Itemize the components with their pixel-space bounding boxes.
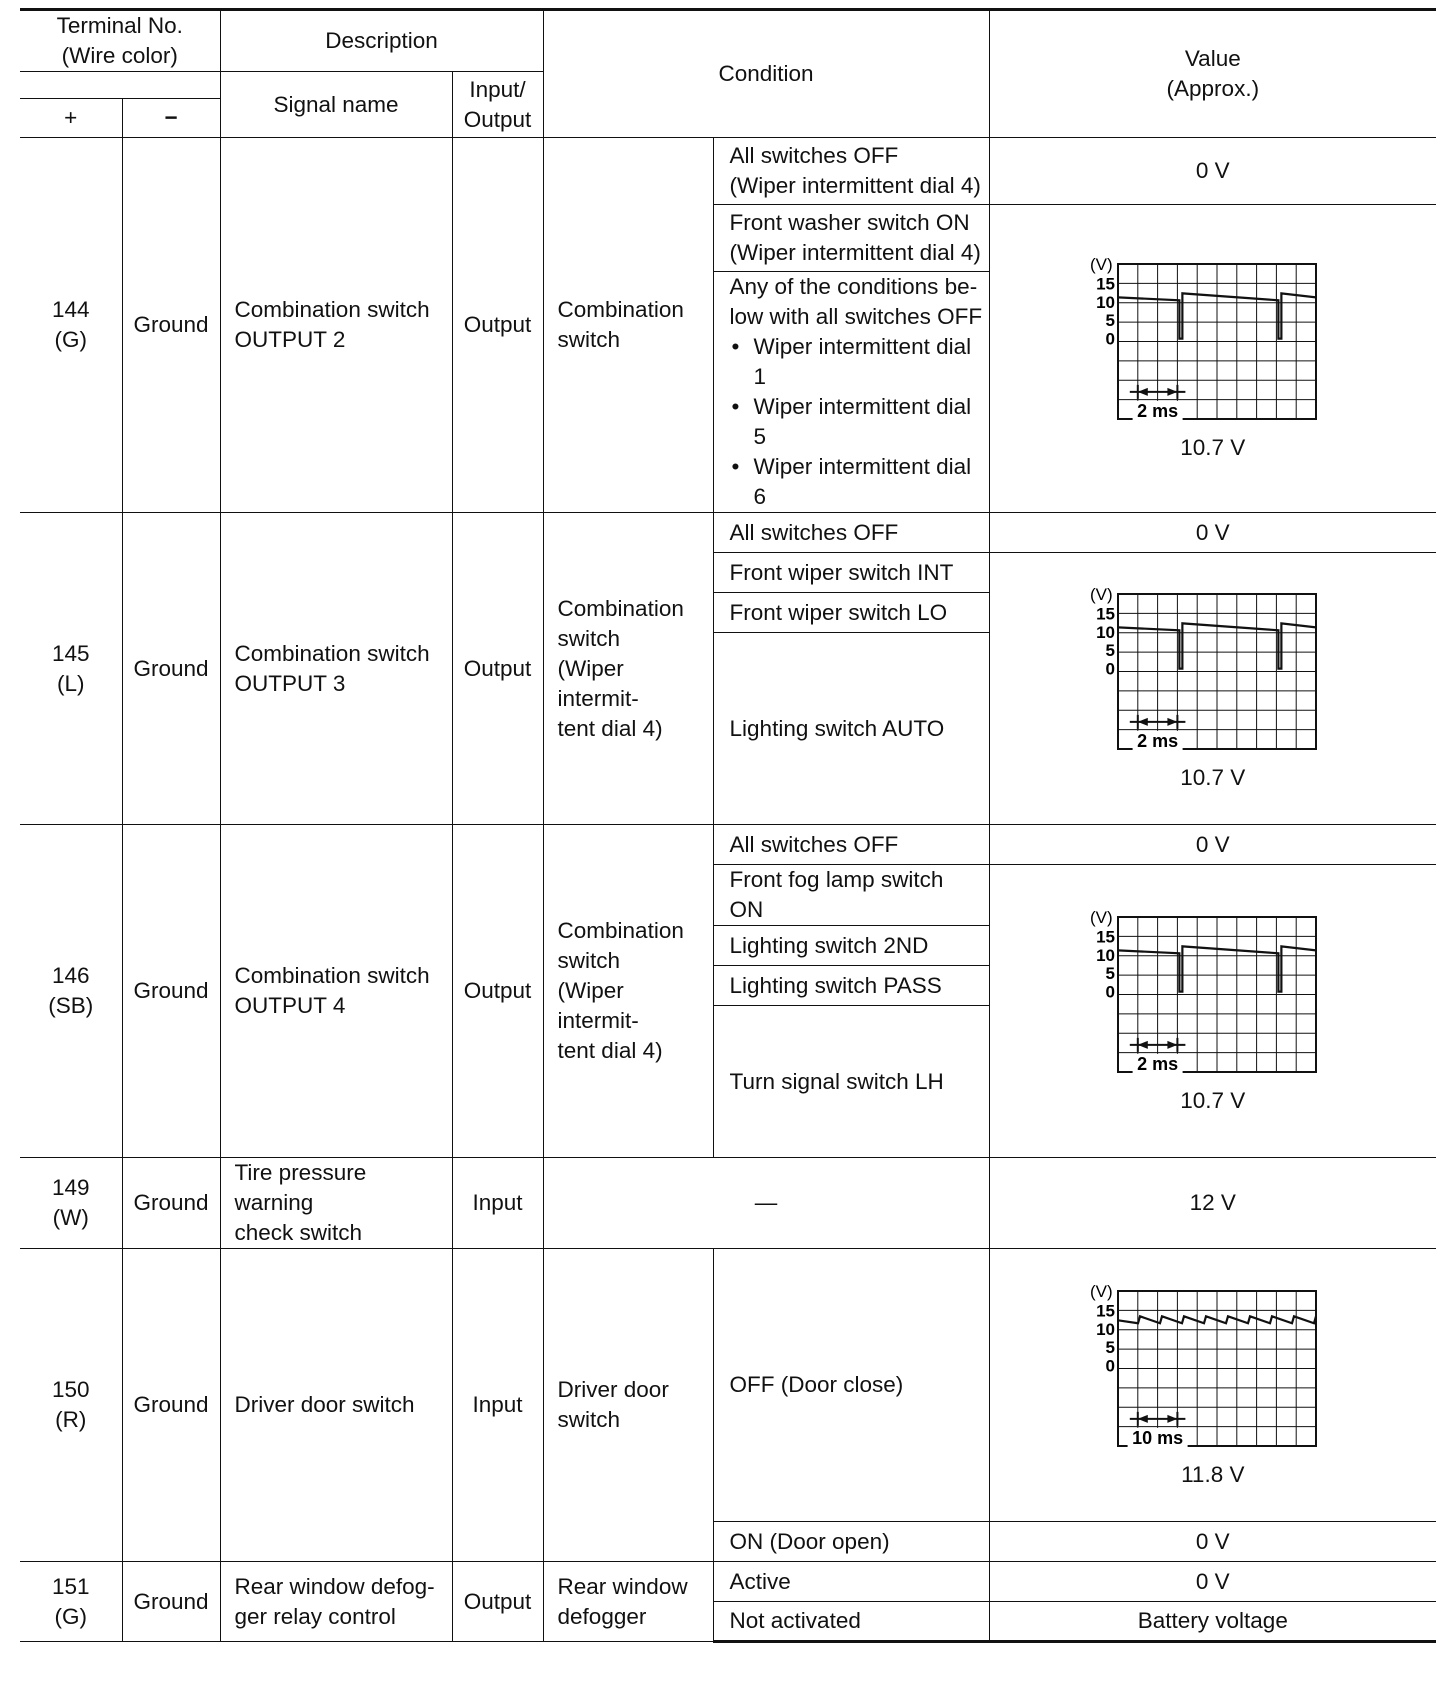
subcondition-145-4: Lighting switch AUTO (713, 633, 989, 825)
value-149: 12 V (989, 1158, 1436, 1249)
scope-unit-label: (V) (1089, 255, 1113, 274)
terminal-146: 146 (SB) (20, 825, 122, 1158)
subcondition-145-3: Front wiper switch LO (713, 593, 989, 633)
signal-149: Tire pressure warning check switch (220, 1158, 452, 1249)
scope-tick-label: 0 (1105, 982, 1115, 1002)
io-150: Input (452, 1249, 543, 1562)
scope-tick-label: 15 (1095, 926, 1115, 946)
scope-unit-label: (V) (1089, 907, 1113, 927)
waveform-graph-150 (1088, 1281, 1338, 1456)
waveform-graph-145 (1088, 584, 1338, 759)
header-plus: + (20, 99, 122, 138)
terminal-144: 144 (G) (20, 138, 122, 513)
scope-tick-label: 0 (1105, 1356, 1115, 1376)
scope-tick-label: 15 (1095, 604, 1115, 624)
signal-145: Combination switch OUTPUT 3 (220, 513, 452, 825)
list-item: • Wiper intermittent dial 5 (730, 392, 983, 452)
subcondition-146-2: Front fog lamp switch ON (713, 865, 989, 926)
value-146-1: 0 V (989, 825, 1436, 865)
scope-cell-144 (989, 205, 1436, 513)
io-146: Output (452, 825, 543, 1158)
value-144-1: 0 V (989, 138, 1436, 205)
subcondition-150-2: ON (Door open) (713, 1522, 989, 1562)
time-division-label: 2 ms (1136, 1053, 1178, 1074)
condition-144: Combination switch (543, 138, 713, 513)
value-145-1: 0 V (989, 513, 1436, 553)
scope-value-146: 10.7 V (1180, 1087, 1246, 1113)
time-division-label: 2 ms (1136, 400, 1178, 421)
signal-146: Combination switch OUTPUT 4 (220, 825, 452, 1158)
terminal-151: 151 (G) (20, 1562, 122, 1642)
list-item: • Wiper intermittent dial 1 (730, 332, 983, 392)
condition-145: Combination switch (Wiper intermit- tent dial 4) (543, 513, 713, 825)
subcondition-146-1: All switches OFF (713, 825, 989, 865)
scope-tick-label: 15 (1095, 274, 1115, 294)
signal-150: Driver door switch (220, 1249, 452, 1562)
scope-tick-label: 5 (1105, 963, 1115, 983)
header-description: Description (220, 10, 543, 72)
scope-tick-label: 15 (1095, 1300, 1115, 1320)
subcondition-144-1: All switches OFF (Wiper intermittent dial 4) (713, 138, 989, 205)
ground-150: Ground (122, 1249, 220, 1562)
scope-tick-label: 10 (1095, 622, 1115, 642)
condition-150: Driver door switch (543, 1249, 713, 1562)
ground-149: Ground (122, 1158, 220, 1249)
io-144: Output (452, 138, 543, 513)
subcondition-144-3 (713, 272, 989, 513)
ground-146: Ground (122, 825, 220, 1158)
scope-value-145: 10.7 V (1180, 765, 1246, 790)
time-division-label: 2 ms (1136, 730, 1178, 751)
subcondition-145-2: Front wiper switch INT (713, 553, 989, 593)
subcondition-144-3-text: Any of the conditions be- low with all switches OFF (729, 274, 983, 329)
scope-unit-label: (V) (1089, 585, 1113, 604)
io-149: Input (452, 1158, 543, 1249)
terminal-145: 145 (L) (20, 513, 122, 825)
signal-151: Rear window defog- ger relay control (220, 1562, 452, 1642)
waveform-graph-146 (1088, 907, 1338, 1082)
ground-145: Ground (122, 513, 220, 825)
scope-unit-label: (V) (1089, 1281, 1113, 1301)
header-io: Input/ Output (452, 72, 543, 138)
signal-144: Combination switch OUTPUT 2 (220, 138, 452, 513)
value-151-1: 0 V (989, 1562, 1436, 1602)
condition-146: Combination switch (Wiper intermit- tent dial 4) (543, 825, 713, 1158)
scope-tick-label: 5 (1105, 641, 1115, 661)
time-division-label: 10 ms (1131, 1427, 1183, 1448)
subcondition-146-4: Lighting switch PASS (713, 966, 989, 1006)
io-145: Output (452, 513, 543, 825)
scope-tick-label: 0 (1105, 659, 1115, 679)
scope-tick-label: 5 (1105, 311, 1115, 331)
header-condition: Condition (543, 10, 989, 138)
value-151-2: Battery voltage (989, 1602, 1436, 1642)
scope-tick-label: 10 (1095, 1319, 1115, 1339)
subcondition-151-2: Not activated (713, 1602, 989, 1642)
subcondition-151-1: Active (713, 1562, 989, 1602)
terminal-spec-table (20, 8, 1436, 1643)
io-151: Output (452, 1562, 543, 1642)
scope-value-144: 10.7 V (1180, 435, 1246, 460)
waveform-graph-144 (1088, 254, 1338, 429)
header-signal-name: Signal name (220, 72, 452, 138)
subcondition-150-1: OFF (Door close) (713, 1249, 989, 1522)
condition-151: Rear window defogger (543, 1562, 713, 1642)
list-item: • Wiper intermittent dial 6 (730, 452, 983, 512)
scope-tick-label: 10 (1095, 945, 1115, 965)
terminal-149: 149 (W) (20, 1158, 122, 1249)
subcondition-146-3: Lighting switch 2ND (713, 926, 989, 966)
value-150-2: 0 V (989, 1522, 1436, 1562)
ground-144: Ground (122, 138, 220, 513)
subcondition-144-2: Front washer switch ON (Wiper intermittent dial 4) (713, 205, 989, 272)
scope-tick-label: 5 (1105, 1337, 1115, 1357)
scope-tick-label: 10 (1095, 292, 1115, 312)
header-terminal: Terminal No. (Wire color) (20, 10, 220, 72)
subcondition-144-3-list (730, 332, 983, 512)
header-minus: − (122, 99, 220, 138)
header-value: Value (Approx.) (989, 10, 1436, 138)
condition-149: — (543, 1158, 989, 1249)
scope-tick-label: 0 (1105, 329, 1115, 349)
header-terminal-spacer (20, 72, 220, 99)
terminal-150: 150 (R) (20, 1249, 122, 1562)
subcondition-145-1: All switches OFF (713, 513, 989, 553)
scope-cell-145 (989, 553, 1436, 825)
scope-cell-150 (989, 1249, 1436, 1522)
subcondition-146-5: Turn signal switch LH (713, 1006, 989, 1158)
ground-151: Ground (122, 1562, 220, 1642)
scope-value-150: 11.8 V (1181, 1461, 1245, 1487)
scope-cell-146 (989, 865, 1436, 1158)
